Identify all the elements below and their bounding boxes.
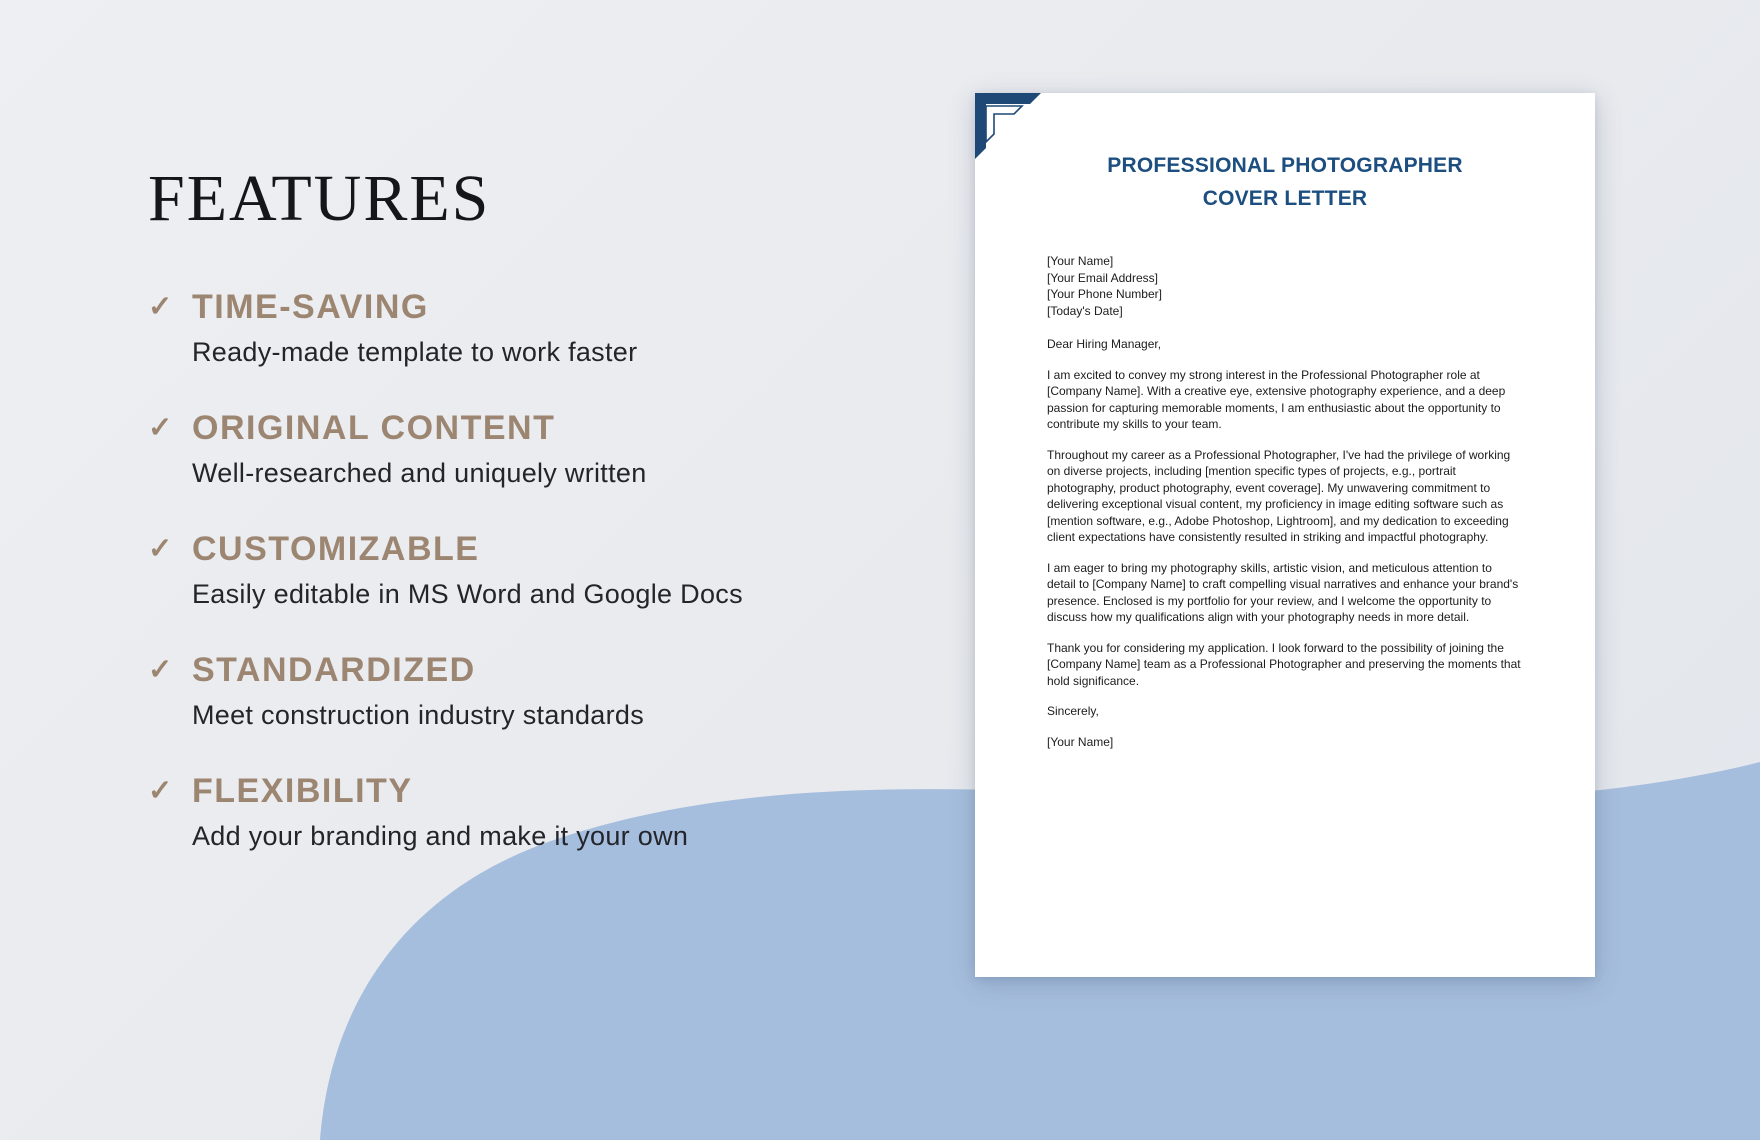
feature-title: TIME-SAVING [192,288,429,326]
letter-paragraph: Thank you for considering my application. I look forward to the possibility of joining the [Company Name] team as a Professional Photographer and preserving the moments that hold significance. [1047,640,1521,688]
features-heading: FEATURES [148,162,491,235]
letter-paragraph: Throughout my career as a Professional Photographer, I've had the privilege of working on diverse projects, including [mention specific types of projects, e.g., portrait photography, product photography, event coverage]. My unwavering commitment to delivering exceptional visual content, my proficiency in image editing software such as [mention software, e.g., Adobe Photoshop, Lightroom], and my dedication to exceeding client expectations have consistently resulted in striking and impactful photography. [1047,447,1511,544]
feature-title: FLEXIBILITY [192,772,413,810]
placeholder-phone: [Your Phone Number] [1047,287,1162,301]
feature-item-original-content [148,409,848,491]
letter-body [1047,253,1523,764]
feature-item-time-saving [148,288,848,370]
closing: Sincerely, [1047,704,1099,718]
check-icon: ✓ [148,775,173,807]
signature-placeholder: [Your Name] [1047,734,1114,749]
feature-description: Add your branding and make it your own [192,821,689,851]
feature-title: CUSTOMIZABLE [192,530,480,568]
feature-title: ORIGINAL CONTENT [192,409,556,447]
contact-block [1047,253,1523,319]
feature-item-flexibility [148,772,848,854]
feature-description: Well-researched and uniquely written [192,458,647,488]
check-icon: ✓ [148,533,173,565]
document-title [975,149,1595,215]
placeholder-email: [Your Email Address] [1047,270,1158,285]
feature-description: Meet construction industry standards [192,700,645,730]
cover-letter-page [975,93,1595,977]
check-icon: ✓ [148,412,173,444]
document-title-line2: COVER LETTER [1202,187,1368,210]
check-icon: ✓ [148,654,173,686]
feature-item-standardized [148,651,848,733]
placeholder-name: [Your Name] [1047,254,1114,268]
document-title-line1: PROFESSIONAL PHOTOGRAPHER [1107,154,1463,177]
feature-item-customizable [148,530,848,612]
feature-title: STANDARDIZED [192,651,476,689]
corner-ornament-icon [975,93,1067,185]
letter-paragraph: I am eager to bring my photography skills, artistic vision, and meticulous attention to detail to [Company Name] to craft compelling visual narratives and enhance your brand's presence. Enclosed is my portfolio for your review, and I welcome the opportunity to discuss how my qualifications align with your photography needs in more detail. [1047,560,1519,624]
check-icon: ✓ [148,291,173,323]
feature-list [148,288,848,854]
feature-description: Easily editable in MS Word and Google Docs [192,579,743,609]
feature-description: Ready-made template to work faster [192,337,638,367]
features-section [148,162,848,893]
letter-paragraph: I am excited to convey my strong interest in the Professional Photographer role at [Company Name]. With a creative eye, extensive photography experience, and a deep passion for capturing memorable moments, I am enthusiastic about the opportunity to contribute my skills to your team. [1047,367,1506,431]
salutation: Dear Hiring Manager, [1047,337,1162,351]
placeholder-date: [Today's Date] [1047,303,1123,318]
